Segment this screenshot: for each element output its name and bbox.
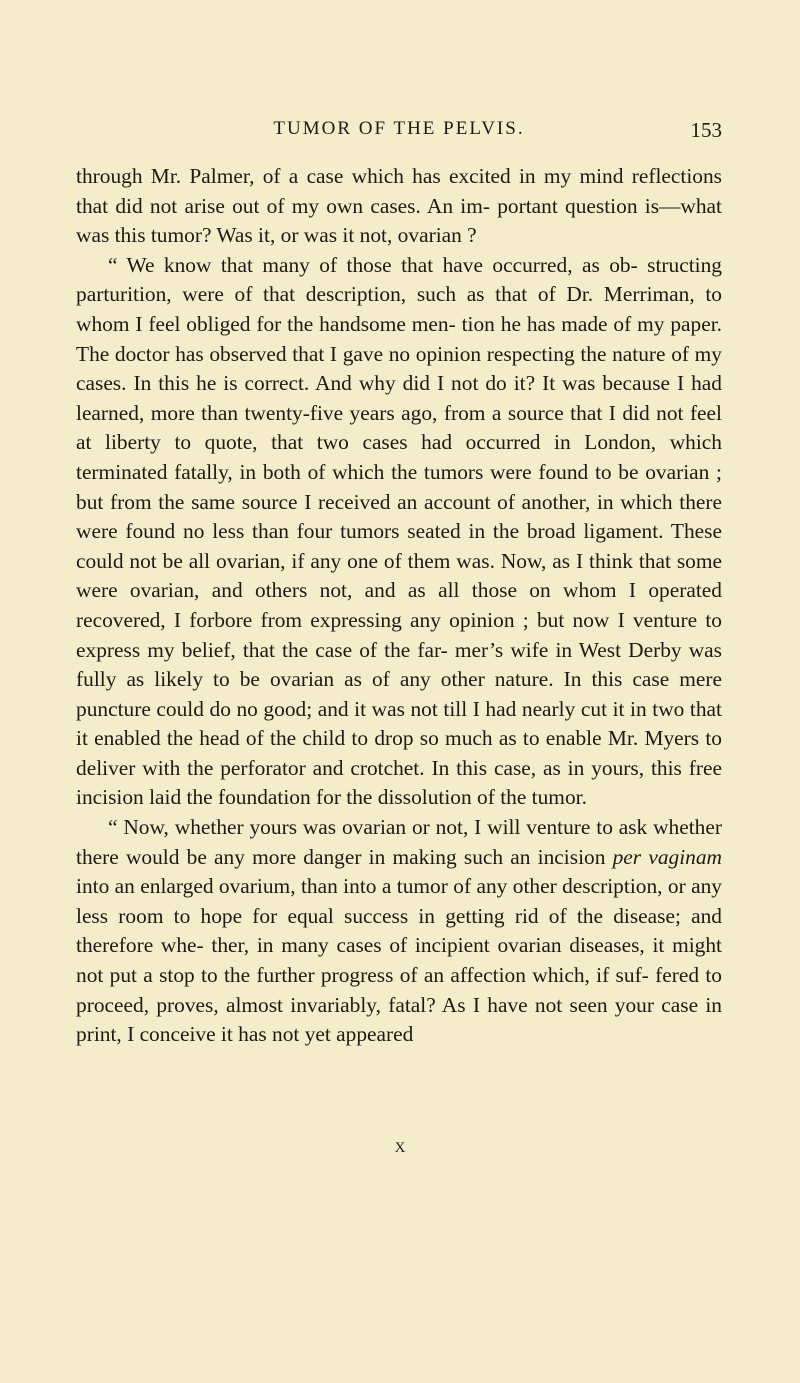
body-text	[76, 162, 722, 1050]
running-head	[76, 118, 722, 148]
paragraph-2: “ We know that many of those that have occurred, as ob- structing parturition, were of that description, such as that of Dr. Merriman, to whom I feel obliged for the handsome men- tion he has made of my paper. The doctor has observed that I gave no opinion respecting the nature of my cases. In this he is correct. And why did I not do it? It was because I had learned, more than twenty-five years ago, from a source that I did not feel at liberty to quote, that two cases had occurred in London, which terminated fatally, in both of which the tumors were found to be ovarian ; but from the same source I received an account of another, in which there were found no less than four tumors seated in the broad ligament. These could not be all ovarian, if any one of them was. Now, as I think that some were ovarian, and others not, and as all those on whom I operated recovered, I forbore from expressing any opinion ; but now I venture to express my belief, that the case of the far- mer’s wife in West Derby was fully as likely to be ovarian as of any other nature. In this case mere puncture could do no good; and it was not till I had nearly cut it in two that it enabled the head of the child to drop so much as to enable Mr. Myers to deliver with the perforator and crotchet. In this case, as in yours, this free incision laid the foundation for the dissolution of the tumor.	[76, 252, 722, 810]
paragraph-3-text-b: into an enlarged ovarium, than into a tumor of any other description, or any less room to hope for equal success in getting rid of the disease; and therefore whe- ther, in many cases of incipient ovarian diseases, it might not put a stop to the further progress of an affection which, if suf- fered to proceed, proves, almost invariably, fatal? As I have not seen your case in print, I conceive it has not yet appeared	[76, 874, 722, 1047]
paragraph-1: through Mr. Palmer, of a case which has excited in my mind reflections that did not arise out of my own cases. An im- portant question is—what was this tumor? Was it, or was it not, ovarian ?	[76, 164, 722, 248]
signature-mark: X	[394, 1140, 406, 1156]
paragraph-3-text-a: “ Now, whether yours was ovarian or not, I will venture to ask whether there would be any more danger in making such an incision	[76, 815, 722, 869]
running-title: TUMOR OF THE PELVIS.	[273, 118, 525, 139]
page-number: 153	[690, 118, 722, 142]
paragraph-3	[76, 813, 722, 1050]
italic-phrase: per vaginam	[612, 844, 722, 869]
